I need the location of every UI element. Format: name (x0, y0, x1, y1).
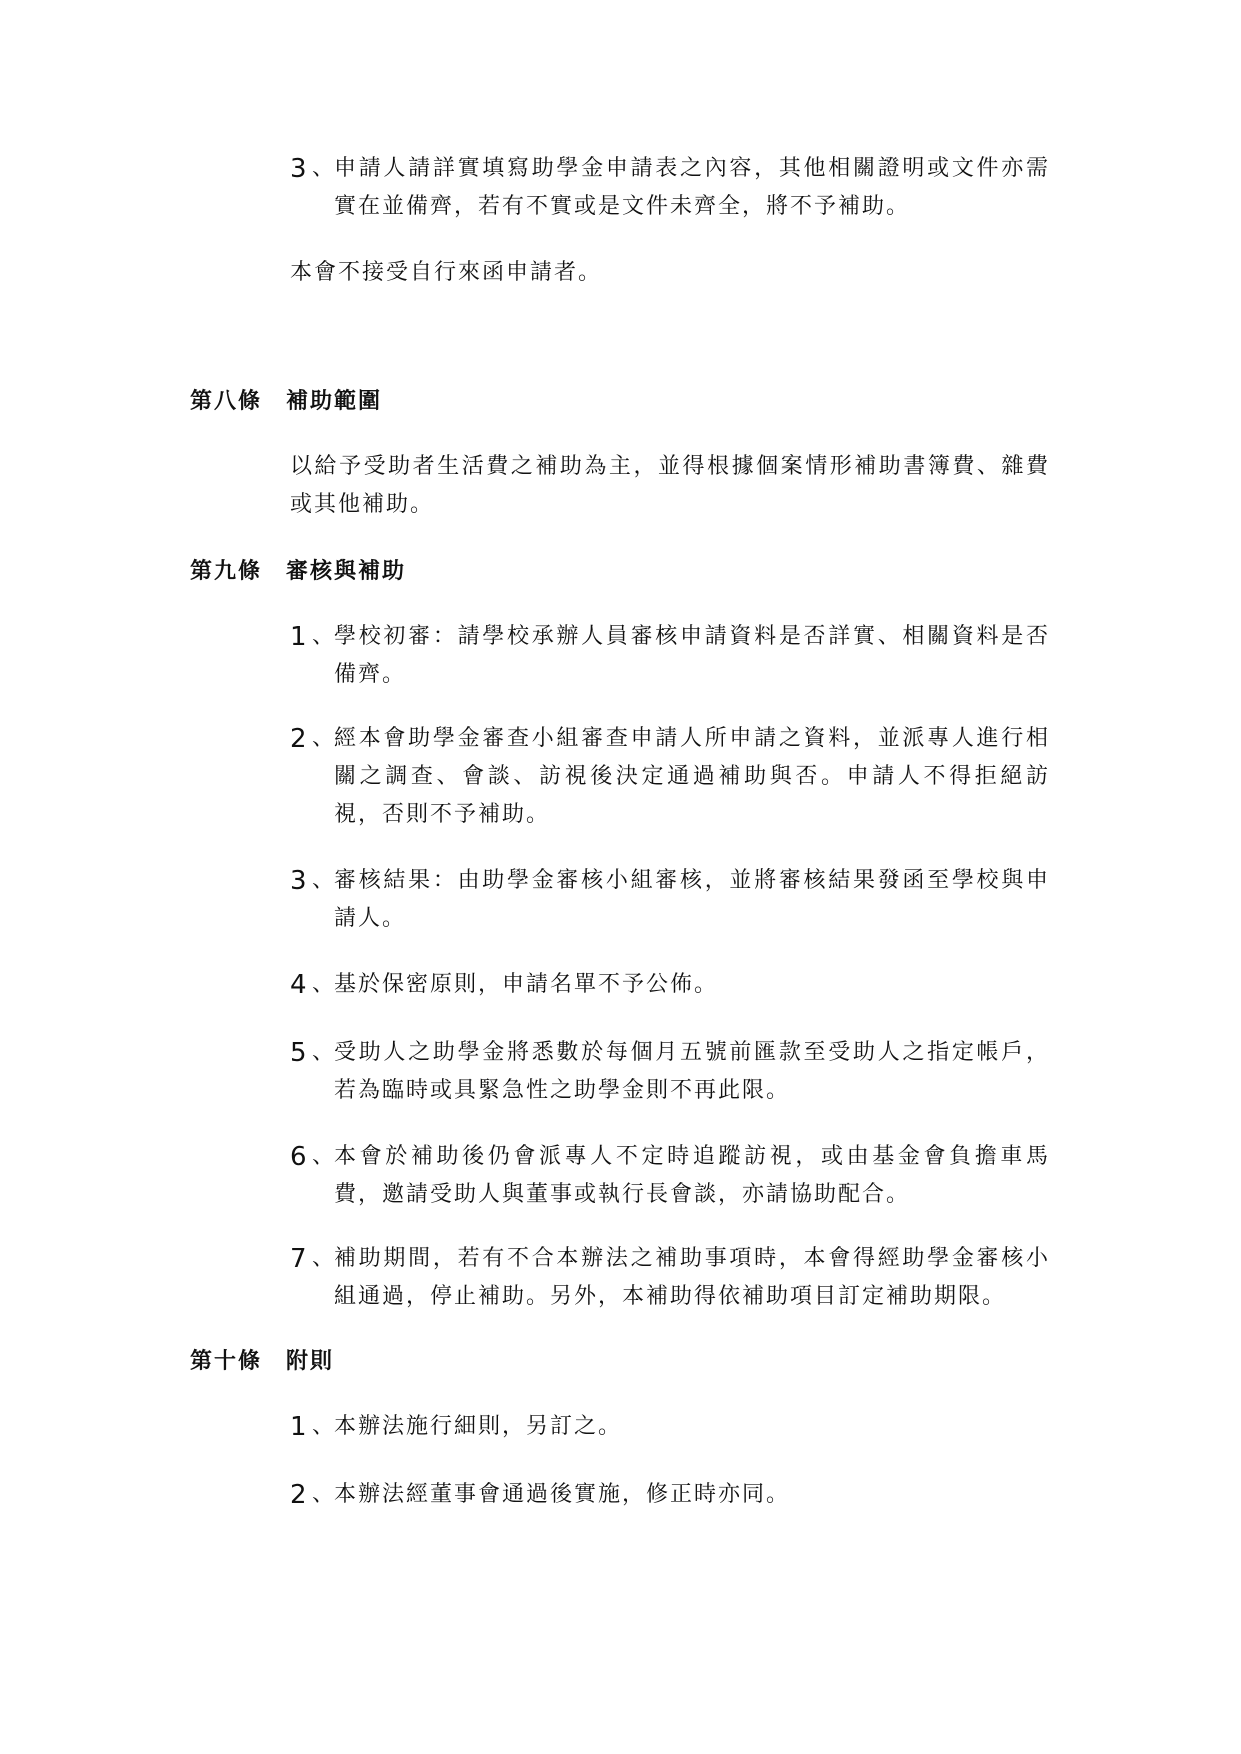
item-text: 本辦法經董事會通過後實施，修正時亦同。 (334, 1482, 791, 1507)
item-number: 6 (290, 1142, 309, 1172)
list-item (290, 1240, 1050, 1316)
item-number: 5 (290, 1038, 309, 1068)
item-separator: 、 (312, 1246, 337, 1271)
item-separator: 、 (312, 1482, 337, 1507)
article-body: 以給予受助者生活費之補助為主，並得根據個案情形補助書簿費、雜費或其他補助。 (290, 454, 1050, 517)
item-text: 經本會助學金審查小組審查申請人所申請之資料，並派專人進行相關之調查、會談、訪視後決定通過補助與否。申請人不得拒絕訪視，否則不予補助。 (334, 726, 1050, 827)
item-number: 1 (290, 1412, 309, 1442)
list-item (290, 150, 1050, 226)
list-item (290, 720, 1050, 834)
note-text: 本會不接受自行來函申請者。 (290, 260, 603, 285)
item-separator: 、 (312, 1040, 337, 1065)
article-number: 第九條 (190, 558, 263, 584)
item-text: 本會於補助後仍會派專人不定時追蹤訪視，或由基金會負擔車馬費，邀請受助人與董事或執行長會談，亦請協助配合。 (334, 1144, 1050, 1207)
item-text: 補助期間，若有不合本辦法之補助事項時，本會得經助學金審核小組通過，停止補助。另外，本補助得依補助項目訂定補助期限。 (334, 1246, 1050, 1309)
item-separator: 、 (312, 156, 337, 181)
item-number: 4 (290, 970, 309, 1000)
item-text: 基於保密原則，申請名單不予公佈。 (334, 972, 719, 997)
article-number: 第八條 (190, 388, 263, 414)
list-item (290, 1476, 1050, 1514)
article-heading (190, 552, 406, 590)
item-text: 學校初審：請學校承辦人員審核申請資料是否詳實、相關資料是否備齊。 (334, 624, 1050, 687)
item-number: 2 (290, 724, 309, 754)
item-number: 1 (290, 622, 309, 652)
list-item (290, 1408, 1050, 1446)
item-separator: 、 (312, 624, 337, 649)
item-separator: 、 (312, 726, 337, 751)
list-item (290, 1138, 1050, 1214)
article-heading (190, 382, 382, 420)
article-number: 第十條 (190, 1348, 263, 1374)
item-number: 2 (290, 1480, 309, 1510)
item-text: 本辦法施行細則，另訂之。 (334, 1414, 623, 1439)
item-separator: 、 (312, 1144, 337, 1169)
article-title: 補助範圍 (286, 388, 383, 414)
article-heading (190, 1342, 334, 1380)
list-item (290, 862, 1050, 938)
article-title: 審核與補助 (286, 558, 407, 584)
item-separator: 、 (312, 972, 337, 997)
list-item (290, 618, 1050, 694)
item-number: 7 (290, 1244, 309, 1274)
item-separator: 、 (312, 868, 337, 893)
list-item (290, 1034, 1050, 1110)
list-item (290, 966, 1050, 1004)
item-text: 申請人請詳實填寫助學金申請表之內容，其他相關證明或文件亦需實在並備齊，若有不實或是文件未齊全，將不予補助。 (334, 156, 1050, 219)
item-number: 3 (290, 866, 309, 896)
item-separator: 、 (312, 1414, 337, 1439)
item-text: 審核結果：由助學金審核小組審核，並將審核結果發函至學校與申請人。 (334, 868, 1050, 931)
item-text: 受助人之助學金將悉數於每個月五號前匯款至受助人之指定帳戶，若為臨時或具緊急性之助學金則不再此限。 (334, 1040, 1050, 1103)
article-title: 附則 (286, 1348, 335, 1374)
item-number: 3 (290, 154, 309, 184)
